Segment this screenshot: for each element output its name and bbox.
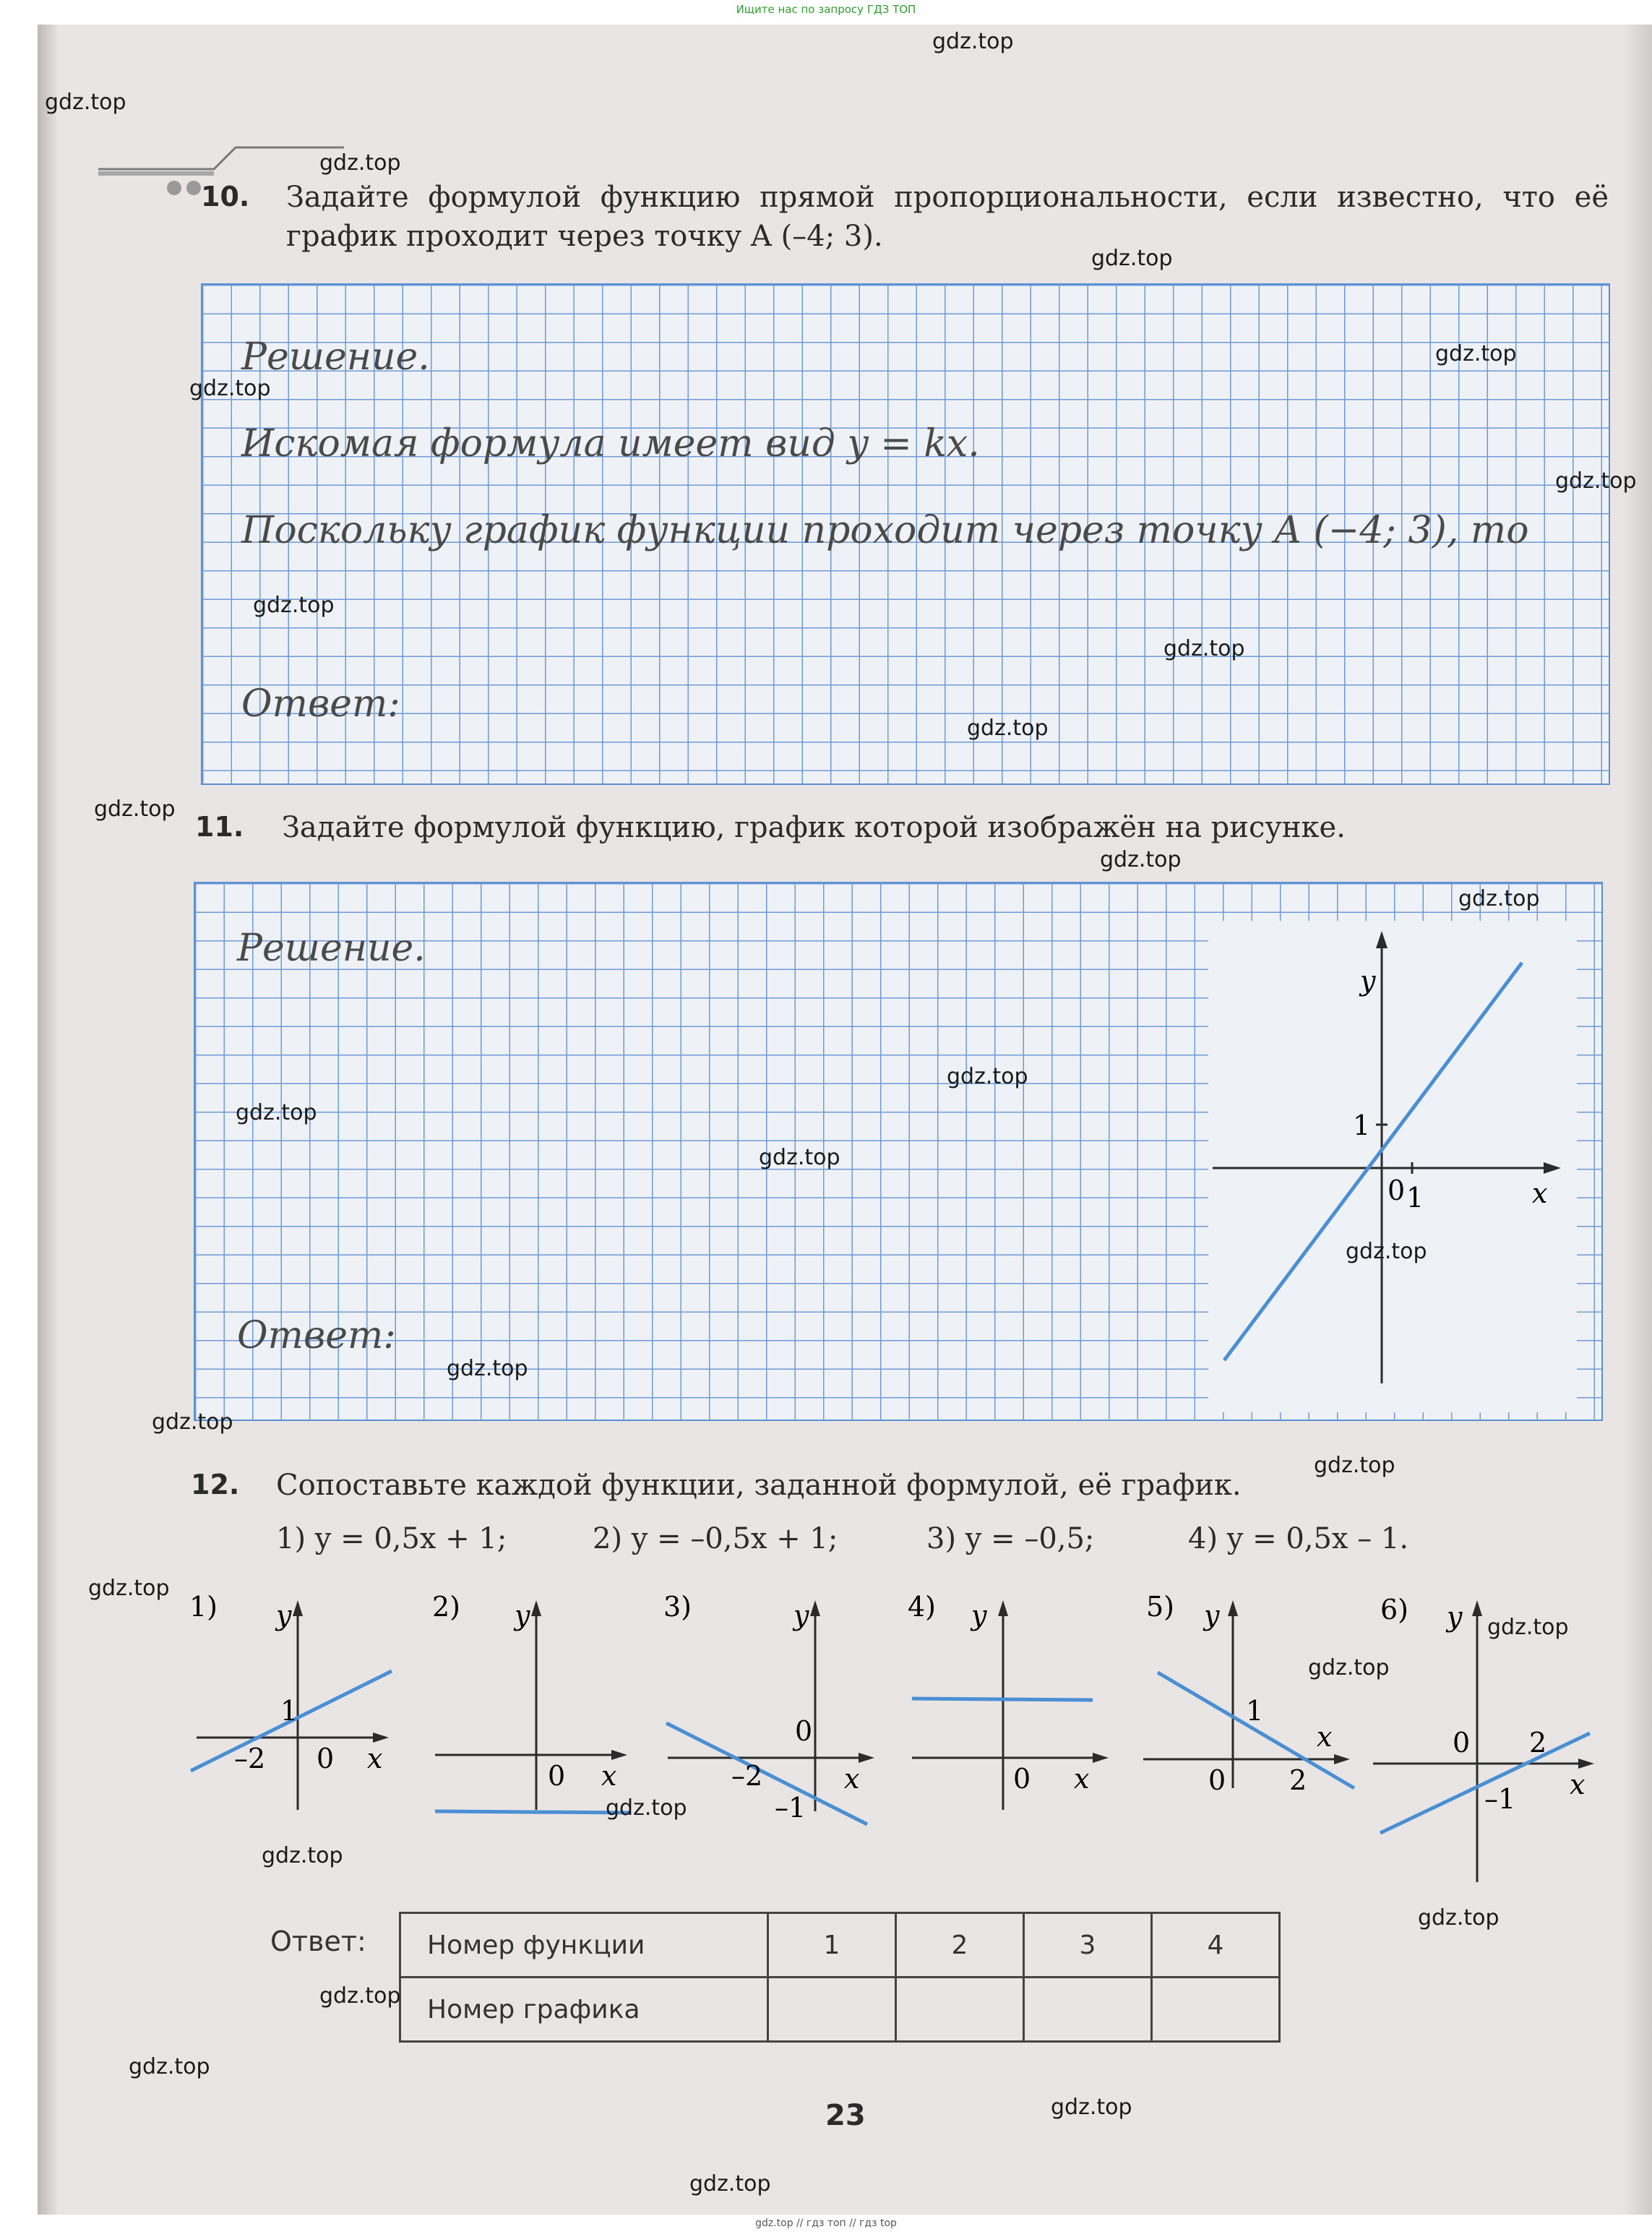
task10-solution-heading: Решение. (241, 335, 430, 379)
table-row (400, 1913, 1280, 1978)
graph5-y-label: y (1204, 1600, 1220, 1631)
answer-cell-3[interactable] (1024, 1978, 1152, 2042)
graph2-line (435, 1811, 630, 1813)
task12-answer-label: Ответ: (270, 1925, 366, 1957)
task12-graph-4 (902, 1579, 1119, 1839)
watermark: gdz.top (1346, 1239, 1427, 1264)
graph3-line (666, 1723, 867, 1824)
watermark: gdz.top (1555, 468, 1637, 494)
task10-solution-line2: Поскольку график функции проходит через точку A (−4; 3), то (241, 509, 1529, 552)
watermark: gdz.top (319, 150, 401, 176)
graph2-x-arrow-icon (611, 1750, 627, 1760)
bottom-banner: gdz.top // гдз топ // гдз top (755, 2217, 897, 2229)
task10-line1: Задайте формулой функцию прямой пропорциональности, если известно, что её (286, 181, 1609, 214)
watermark: gdz.top (689, 2171, 771, 2197)
task12-graph-2 (421, 1579, 637, 1839)
watermark: gdz.top (319, 1983, 401, 2009)
task12-formula-4: 4) y = 0,5x – 1. (1188, 1522, 1409, 1555)
graph4-y-arrow-icon (998, 1600, 1008, 1616)
task12-answer-table (399, 1912, 1281, 2043)
table-row1-label: Номер функции (400, 1913, 768, 1978)
task10-answer-label: Ответ: (241, 682, 400, 726)
graph3-mark-2: –1 (775, 1792, 806, 1824)
graph6-label: 6) (1380, 1594, 1409, 1626)
graph2-label: 2) (432, 1591, 461, 1623)
table-col-1: 1 (768, 1913, 896, 1978)
graph1-y-label: y (276, 1600, 292, 1631)
watermark: gdz.top (1308, 1655, 1390, 1680)
graph6-mark-1: 2 (1529, 1727, 1547, 1759)
task11-graph (1208, 921, 1577, 1412)
graph3-x-label: x (844, 1763, 860, 1795)
graph5-x-arrow-icon (1334, 1754, 1350, 1764)
task12-number: 12. (191, 1469, 240, 1500)
task11-x-label: x (1532, 1177, 1548, 1209)
graph4-origin: 0 (1013, 1763, 1031, 1795)
graph1-x-label: x (367, 1743, 383, 1774)
table-row2-label: Номер графика (400, 1978, 768, 2042)
task11-origin-label: 0 (1388, 1175, 1406, 1206)
task12-graph-5 (1129, 1579, 1360, 1839)
task11-one-y-label: 1 (1353, 1109, 1371, 1141)
task11-graph-background (1208, 921, 1577, 1412)
task12-graph-3 (653, 1579, 885, 1839)
graph3-label: 3) (663, 1591, 692, 1623)
watermark: gdz.top (606, 1795, 687, 1821)
graph6-origin: 0 (1453, 1727, 1471, 1759)
graph4-y-label: y (971, 1600, 987, 1631)
watermark: gdz.top (759, 1145, 840, 1170)
table-row (400, 1978, 1280, 2042)
graph5-mark-1: 1 (1246, 1695, 1264, 1727)
watermark: gdz.top (94, 797, 176, 822)
graph3-y-label: y (793, 1600, 809, 1631)
graph3-mark-1: –2 (731, 1760, 763, 1792)
graph5-origin: 0 (1208, 1764, 1226, 1796)
graph6-x-label: x (1570, 1769, 1586, 1800)
graph5-x-label: x (1317, 1721, 1333, 1753)
page-edge-shadow (1623, 25, 1652, 2215)
graph6-y-arrow-icon (1472, 1600, 1482, 1616)
watermark: gdz.top (1418, 1905, 1500, 1931)
watermark: gdz.top (236, 1100, 317, 1125)
task10-line2: график проходит через точку A (–4; 3). (286, 220, 883, 253)
graph1-origin: 0 (317, 1743, 335, 1774)
graph1-y-arrow-icon (293, 1600, 303, 1616)
watermark: gdz.top (189, 376, 271, 401)
task11-text: Задайте формулой функцию, график которой изображён на рисунке. (282, 811, 1346, 844)
task10-solution-line1: Искомая формула имеет вид y = kx. (241, 422, 980, 465)
task12-formula-3: 3) y = –0,5; (926, 1522, 1095, 1555)
watermark: gdz.top (1051, 2095, 1132, 2120)
watermark: gdz.top (1091, 246, 1173, 271)
graph6-x-arrow-icon (1578, 1759, 1594, 1769)
graph6-mark-2: –1 (1484, 1783, 1516, 1815)
graph2-origin: 0 (548, 1760, 566, 1792)
graph2-y-label: y (515, 1600, 530, 1631)
graph1-mark-2: –2 (234, 1743, 266, 1774)
table-col-2: 2 (896, 1913, 1024, 1978)
watermark: gdz.top (447, 1356, 528, 1381)
answer-cell-2[interactable] (896, 1978, 1024, 2042)
task12-graph-1 (182, 1579, 399, 1839)
watermark: gdz.top (1458, 886, 1540, 911)
graph2-y-arrow-icon (531, 1600, 541, 1616)
answer-cell-4[interactable] (1152, 1978, 1280, 2042)
task12-formula-2: 2) y = –0,5x + 1; (593, 1522, 838, 1555)
watermark: gdz.top (947, 1064, 1028, 1089)
graph3-x-arrow-icon (859, 1753, 874, 1763)
watermark: gdz.top (1487, 1615, 1569, 1640)
page-number: 23 (825, 2099, 866, 2132)
task10-number: 10. (201, 181, 250, 212)
task10-text (286, 178, 1609, 256)
watermark: gdz.top (967, 716, 1049, 741)
watermark: gdz.top (88, 1576, 170, 1601)
graph4-label: 4) (908, 1591, 937, 1623)
graph1-label: 1) (189, 1591, 218, 1623)
graph2-x-label: x (601, 1760, 617, 1792)
graph4-x-label: x (1074, 1763, 1090, 1795)
graph4-line (912, 1699, 1093, 1700)
graph3-y-arrow-icon (810, 1600, 820, 1616)
watermark: gdz.top (152, 1409, 233, 1435)
watermark: gdz.top (253, 593, 335, 618)
graph5-mark-2: 2 (1289, 1764, 1307, 1796)
graph3-origin: 0 (795, 1715, 813, 1747)
graph1-x-arrow-icon (373, 1733, 389, 1743)
graph5-label: 5) (1146, 1591, 1175, 1623)
watermark: gdz.top (1314, 1453, 1395, 1478)
task11-answer-label: Ответ: (237, 1314, 396, 1357)
graph5-y-arrow-icon (1228, 1600, 1238, 1616)
answer-cell-1[interactable] (768, 1978, 896, 2042)
task11-y-label: y (1360, 965, 1376, 997)
graph6-y-label: y (1447, 1601, 1463, 1633)
graph4-x-arrow-icon (1093, 1753, 1109, 1763)
watermark: gdz.top (932, 29, 1014, 54)
task12-formula-1: 1) y = 0,5x + 1; (276, 1522, 507, 1555)
watermark: gdz.top (1435, 341, 1517, 366)
page-fold-shadow (38, 25, 56, 2215)
watermark: gdz.top (1100, 847, 1182, 872)
table-col-3: 3 (1024, 1913, 1152, 1978)
graph1-mark-1: 1 (280, 1695, 298, 1727)
task11-number: 11. (195, 811, 244, 843)
task11-one-x-label: 1 (1406, 1182, 1424, 1214)
watermark: gdz.top (262, 1843, 343, 1868)
watermark: gdz.top (129, 2054, 210, 2079)
top-banner: Ищите нас по запросу ГДЗ ТОП (736, 3, 916, 16)
table-col-4: 4 (1152, 1913, 1280, 1978)
task11-solution-heading: Решение. (237, 927, 426, 970)
watermark: gdz.top (1163, 636, 1245, 661)
task12-text: Сопоставьте каждой функции, заданной формулой, её график. (276, 1469, 1242, 1502)
watermark: gdz.top (45, 90, 126, 115)
